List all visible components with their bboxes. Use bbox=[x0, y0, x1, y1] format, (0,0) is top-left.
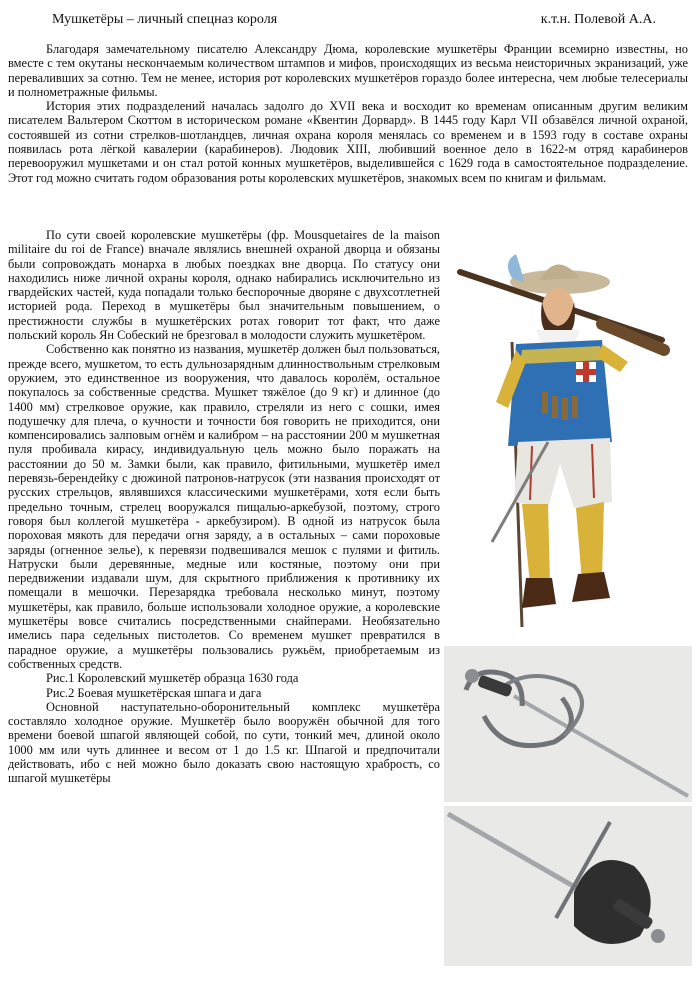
main-column-text bbox=[8, 228, 440, 786]
page-header bbox=[52, 12, 656, 32]
musketeer-figure-icon bbox=[452, 232, 692, 642]
intro-paragraph: Благодаря замечательному писателю Александру Дюма, королевские мушкетёры Франции всемирно известны, но вместе с тем окутаны нескончаемым количеством штампов и мифов, происходящих из весьма неисторичных экранизаций, уже переваливших за сотню. Тем не менее, история рот королевских мушкетёров гораздо более интересна, чем любые телесериалы и полнометражные фильмы. bbox=[8, 42, 688, 99]
intro-paragraph: История этих подразделений началась задолго до XVII века и восходит ко временам описанным другим великим писателем Вальтером Скоттом в историческом романе «Квентин Дорвард». В 1445 году Карл VII обзавёлся личной охраной, состоявшей из сотни стрелков-шотландцев, личная охрана короля менялась со временем и в 1593 году в составе охраны появилась рота лёгкой кавалерии (карабинеров). Людовик XIII, любивший военное дело в 1622-м отряд карабинеров перевооружил мушкетами и он стал ротой конных мушкетёров, выделившейся с 1629 года в самостоятельное подразделение. Этот год можно считать годом образования роты королевских мушкетёров, знакомых всем по книгам и фильмам. bbox=[8, 99, 688, 185]
rapier-icon bbox=[444, 646, 692, 802]
figure-caption-2: Рис.2 Боевая мушкетёрская шпага и дага bbox=[46, 685, 262, 700]
body-paragraph: По сути своей королевские мушкетёры (фр. Mousquetaires de la maison militaire du roi de France) вначале являлись внешней охраной дворца и обязаны были сопровождать монарха в любых поездках вне дворца. По статусу они находились ниже личной охраны короля, однако набирались исключительно из гвардейских частей, куда попадали только беспорочные дворяне с двухсотлетней историей рода. Переход в мушкетёры был значительным повышением, о престижности службы в мушкетёрских ротах говорит тот факт, что даже польский король Ян Собеский не брезговал в молодости служить мушкетёром. bbox=[8, 228, 440, 343]
article-title: Мушкетёры – личный спецназ короля bbox=[52, 12, 278, 27]
dagger-photo bbox=[444, 806, 692, 966]
intro-text bbox=[8, 42, 688, 185]
rapier-photo bbox=[444, 646, 692, 802]
body-paragraph: Собственно как понятно из названия, мушкетёр должен был пользоваться, прежде всего, мушкетом, то есть дульнозарядным длинноствольным стрелковым оружием, это единственное из вооружения, что давалось королём, остальное покупалось за собственные средства. Мушкет тяжёлое (до 9 кг) и длинное (до 1400 мм) стрелковое оружие, как правило, стреляли из него с сошки, имея подушечку для плеча, о кучности и точности боя говорить не приходится, они компенсировались залповым огнём и калибром – на расстоянии 200 м мушкетная пуля пробивала кирасу, индивидуальную цель можно было поражать на расстоянии до 50 м. Замки были, как правило, фитильными, мушкетёр имел перевязь-берендейку с дюжиной патронов-натрусок (эти названия происходят от русских стрельцов, являвшихся классическими мушкетёрами, хотя если быть предельно точным, стрелец вооружался пищалью-аркебузой, поэтому, строго говоря был коллегой мушкетёра - аркебузиром). В одной из натрусок была пороховая мякоть для передачи огня заряду, а в остальных – сами пороховые заряды (огненное зелье), к перевязи подвешивался мешок с пулями и фитиль. Натруски были деревянные, медные или костяные, поэтому они при передвижении издавали шум, для скрытного приближения к противнику их помещали в мешочки. Перезарядка требовала несколько минут, поэтому мушкетёры, как правило, больше использовали холодное оружие, а королевские мушкетёры вовсе считались посредственными снайперами. Необязательно имелись пара седельных пистолетов. Со временем мушкет превратился в парадное оружие, а мушкетёры пользовались ружьём, приобретаемым из собственных средств. bbox=[8, 342, 440, 671]
body-paragraph: Основной наступательно-оборонительный комплекс мушкетёра составляло холодное оружие. Мушкетёр было вооружён обычной для того времени боевой шпагой являющей собой, по сути, тонкий меч, длиной около 1000 мм или чуть длиннее и весом от 1 до 1.5 кг. Шпагой и предпочитали действовать, ибо с ней можно было доказать свою настоящую храбрость, со шпагой мушкетёры bbox=[8, 699, 440, 786]
musketeer-illustration bbox=[452, 232, 692, 642]
figure-caption-1: Рис.1 Королевский мушкетёр образца 1630 года bbox=[46, 671, 299, 686]
author-credit: к.т.н. Полевой А.А. bbox=[540, 12, 656, 27]
dagger-icon bbox=[444, 806, 692, 966]
